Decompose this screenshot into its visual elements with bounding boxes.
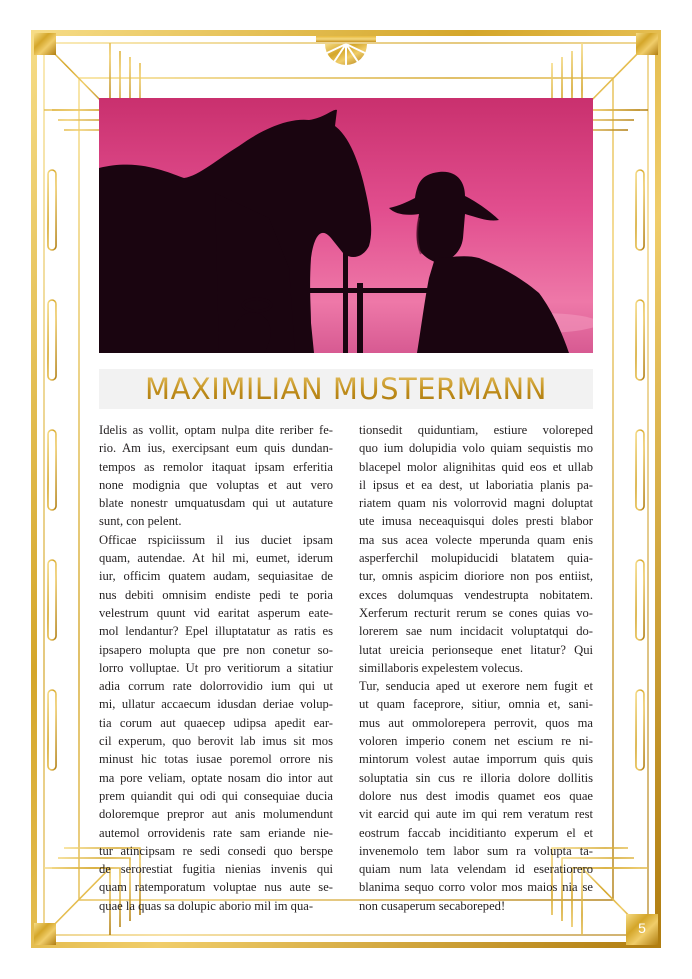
text-line: mol lendantur? Epel illuptatatur as ratis es — [99, 624, 333, 639]
text-line: de serorestiat fugitia nienias invenis qui — [99, 862, 333, 877]
text-line: vit earcid qui aute im qui rem veratum rest — [359, 807, 593, 822]
text-line: lorerem sae num incidacit voluptatqui do- — [359, 624, 593, 639]
text-line: tionsedit quiduntiam, estiure voloreped — [359, 423, 593, 437]
text-line: ut quam faceprore, sitiur, omnia et, sani- — [359, 697, 593, 712]
page-number: 5 — [638, 920, 646, 936]
text-line: doloremque prepror aut anis molumendunt — [99, 807, 333, 822]
text-line: tur atincipsam re sedi consedi quo berspe — [99, 843, 333, 858]
text-line: none modignia que voluptas et aut vero — [99, 477, 333, 492]
text-line: quam ratemporatum voluptae nus aute se- — [99, 880, 333, 895]
text-line: simillaboris expelestem volecus. — [359, 660, 524, 675]
text-line: mintorum volest autae imporrum quis quis — [359, 752, 593, 767]
page-title: MAXIMILIAN MUSTERMANN — [145, 372, 547, 406]
text-line: Idelis as vollit, optam nulpa dite reriber fe- — [99, 423, 333, 437]
text-line: adia corrum rate dolorrovidio ium qui ut — [99, 679, 333, 694]
paragraph — [99, 421, 333, 531]
text-line: Tur, senducia aped ut exerore nem fugit et — [359, 679, 593, 694]
text-line: exces dolumquas vendestrupta nobitatem. — [359, 587, 593, 602]
text-line: il ipsus et ea dest, ut laboriatia planis pa- — [359, 477, 593, 492]
text-line: ipsapero molupta que pre non conetur so- — [99, 642, 333, 657]
text-line: voloren imperio conem net escium re ni- — [359, 734, 593, 749]
text-line: prem quiandit qui odi qui consequiae ducia — [99, 788, 333, 803]
paragraph — [99, 531, 333, 915]
text-line: non cusaperum secaboreped! — [359, 898, 506, 913]
text-line: blanima sequo corro volor mos maios nia se — [359, 880, 593, 895]
text-line: minust hic totas iusae poremol orrore nis — [99, 752, 333, 767]
text-line: riatem quam nis volorrovid magni doluptat — [359, 496, 593, 511]
text-line: quam, autendae. At hil mi, eumet, iderum — [99, 551, 333, 566]
text-line: lutat ureicia perionseque enet litatur? Qui — [359, 642, 593, 657]
text-line: sunt, con pelent. — [99, 514, 182, 529]
text-line: quae la quas sa dolupic aborio mil im qua- — [99, 898, 314, 913]
text-line: asperferchil molupiducidi blatatem quia- — [359, 551, 593, 566]
text-line: velestrum quunt vid earitat asperum eate- — [99, 605, 333, 620]
text-line: ma pore veliam, optate nosam dio intor aut — [99, 770, 333, 785]
text-line: nus debiti omnisim endiste pedi te poria — [99, 587, 333, 602]
text-column-left — [99, 421, 333, 915]
text-line: Officae rspiciissum il ius duciet ipsam — [99, 532, 333, 547]
text-column-right — [359, 421, 593, 915]
text-line: ute imusa neceaquisqui doles presti blabor — [359, 514, 593, 529]
text-line: mi, ullatur accaecum idusdan deriae volup- — [99, 697, 333, 712]
text-line: quo ium dolupidia volo quiam sequistis mo — [359, 441, 593, 456]
text-line: tempos as remolor itaquat ipsam erferitia — [99, 459, 333, 474]
text-line: iur, officim quatem audam, sequiasitae de — [99, 569, 333, 584]
text-line: soluptatia sin cus re illoria dolore dollitis — [359, 770, 593, 785]
text-line: blacepel molor alignihitas quid eos et ullab — [359, 459, 593, 474]
text-line: lorro volluptae. Ut pro veritiorum a sitatiur — [99, 660, 333, 675]
text-line: ma sus acea volecte mperunda quam enis — [359, 532, 593, 547]
text-line: tia corum aut quaecep udipsa apedit ear- — [99, 715, 333, 730]
text-line: eostrum faccab inciditianto experum el et — [359, 825, 593, 840]
paragraph — [359, 421, 593, 677]
text-line: cil experum, quo berovit lab imus sit mos — [99, 734, 333, 749]
text-line: rio. Am ius, exercipsant eum quis dundan- — [99, 441, 333, 456]
text-line: invenemolo tem labor sum ra volupta ta- — [359, 843, 593, 858]
text-line: Xerferum recturit rerum se cones quias vo- — [359, 605, 593, 620]
paragraph — [359, 677, 593, 915]
hero-photo — [99, 98, 593, 353]
title-banner — [99, 369, 593, 409]
text-line: dolore nus dest imodis quamet eos quae — [359, 788, 593, 803]
text-line: mus aut ommolorepera perrovit, quos ma — [359, 715, 593, 730]
text-line: blate nonestr umquatusdam qui ut autature — [99, 496, 333, 511]
text-line: tur, omnis aspicim dioriore non pos entiist, — [359, 569, 593, 584]
text-line: quiam num lata velendam id eseratiorero — [359, 862, 593, 877]
text-line: autemol orrovidenis rate sam eriande nie- — [99, 825, 333, 840]
